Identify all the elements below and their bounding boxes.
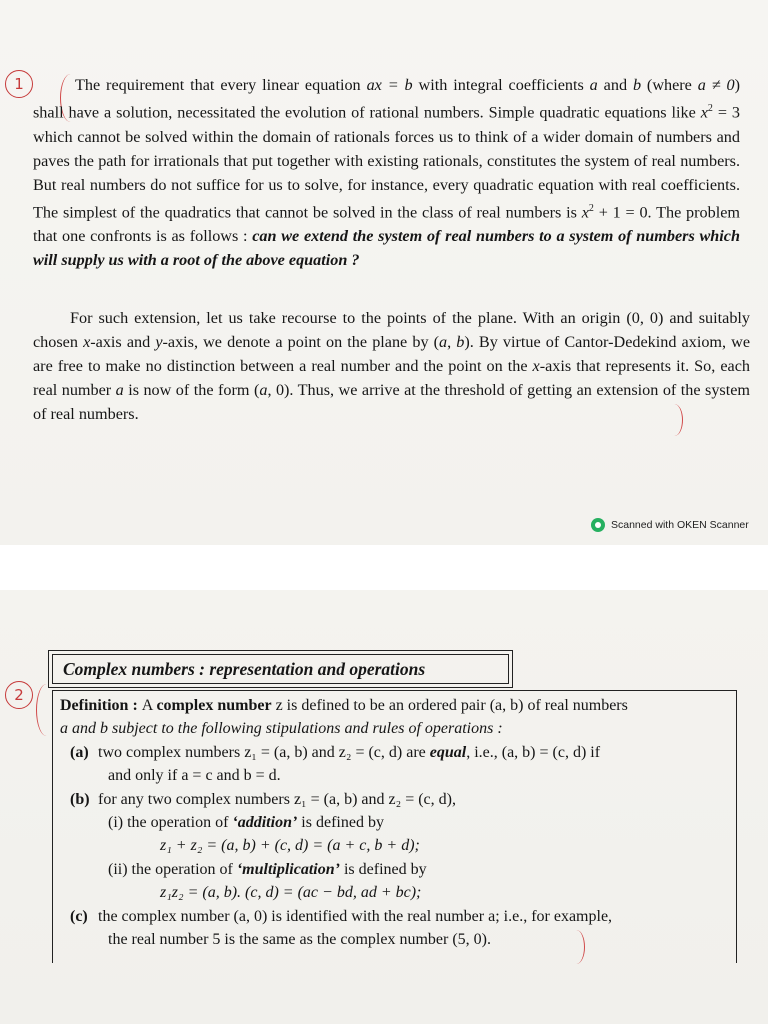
paragraph-intro: The requirement that every linear equation ax = b with integral coefficients a and b (where a ≠ 0) shall have a solution, necessitated the evolution of rational numbers. Simple quadratic equations like $x^2 = 3$ which cannot be solved within the domain of rationals forces us to think of a wider domain of numbers and paves the path for irrationals that put together with existing rationals, constitutes the system of real numbers. But real numbers do not suffice for us to solve, for instance, every quadratic equation with real coefficients. The simplest of the quadratics that cannot be solved in the class of real numbers is $x^2 + 1 = 0$. The problem that one confronts is as follows : can we extend the system of real numbers to a system of numbers which will supply us with a root of the above equation ? [33, 76, 741, 270]
close-bracket-1 [666, 404, 683, 436]
rule-c-line2: the real number 5 is the same as the complex number (5, 0). [108, 931, 491, 949]
rule-a-line1: (a) two complex numbers z₁ = (a, b) and z₂ = (c, d) are equal, i.e., (a, b) = (c, d) if [70, 743, 601, 761]
rule-a-line2: and only if a = c and b = d. [108, 767, 281, 785]
section-title-box [48, 650, 513, 688]
multiplication-formula: z₁z₂ = (a, b). (c, d) = (ac − bd, ad + bc); [160, 884, 422, 902]
rule-c-line1: (c) the complex number (a, 0) is identified with the real number a; i.e., for example, [70, 907, 613, 925]
definition-intro-line1: Definition : A complex number z is defined to be an ordered pair (a, b) of real numbers [60, 697, 628, 714]
margin-marker-2: 2 [5, 681, 33, 709]
definition-intro-line2: a and b subject to the following stipulations and rules of operations : [60, 720, 503, 738]
margin-marker-1: 1 [5, 70, 33, 98]
oken-logo-icon [591, 518, 605, 532]
definition-content [60, 694, 730, 951]
paragraph-extension: For such extension, let us take recourse to the points of the plane. With an origin (0, 0) and suitably chosen x-axis and y-axis, we denote a point on the plane by (a, b). By virtue of Cantor-Dedekind axiom, we are free to make no distinction between a real number and the point on the x-axis that represents it. So, each real number a is now of the form (a, 0). Thus, we arrive at the threshold of getting an extension of the system of real numbers. [33, 309, 751, 424]
close-bracket-2 [568, 930, 585, 964]
rule-b-addition: (i) the operation of ‘addition’ is defined by [108, 814, 384, 832]
scanner-watermark: Scanned with OKEN Scanner [591, 518, 749, 532]
addition-formula: z₁ + z₂ = (a, b) + (c, d) = (a + c, b + d); [160, 837, 420, 855]
key-question: can we extend the system of real numbers to a system of numbers which will supply us with a root of the above equation ? [33, 227, 740, 270]
rule-b-multiplication: (ii) the operation of ‘multiplication’ is defined by [108, 860, 427, 878]
rule-b-line1: (b) for any two complex numbers z₁ = (a, b) and z₂ = (c, d), [70, 790, 456, 808]
section-title: Complex numbers : representation and operations [63, 658, 426, 679]
